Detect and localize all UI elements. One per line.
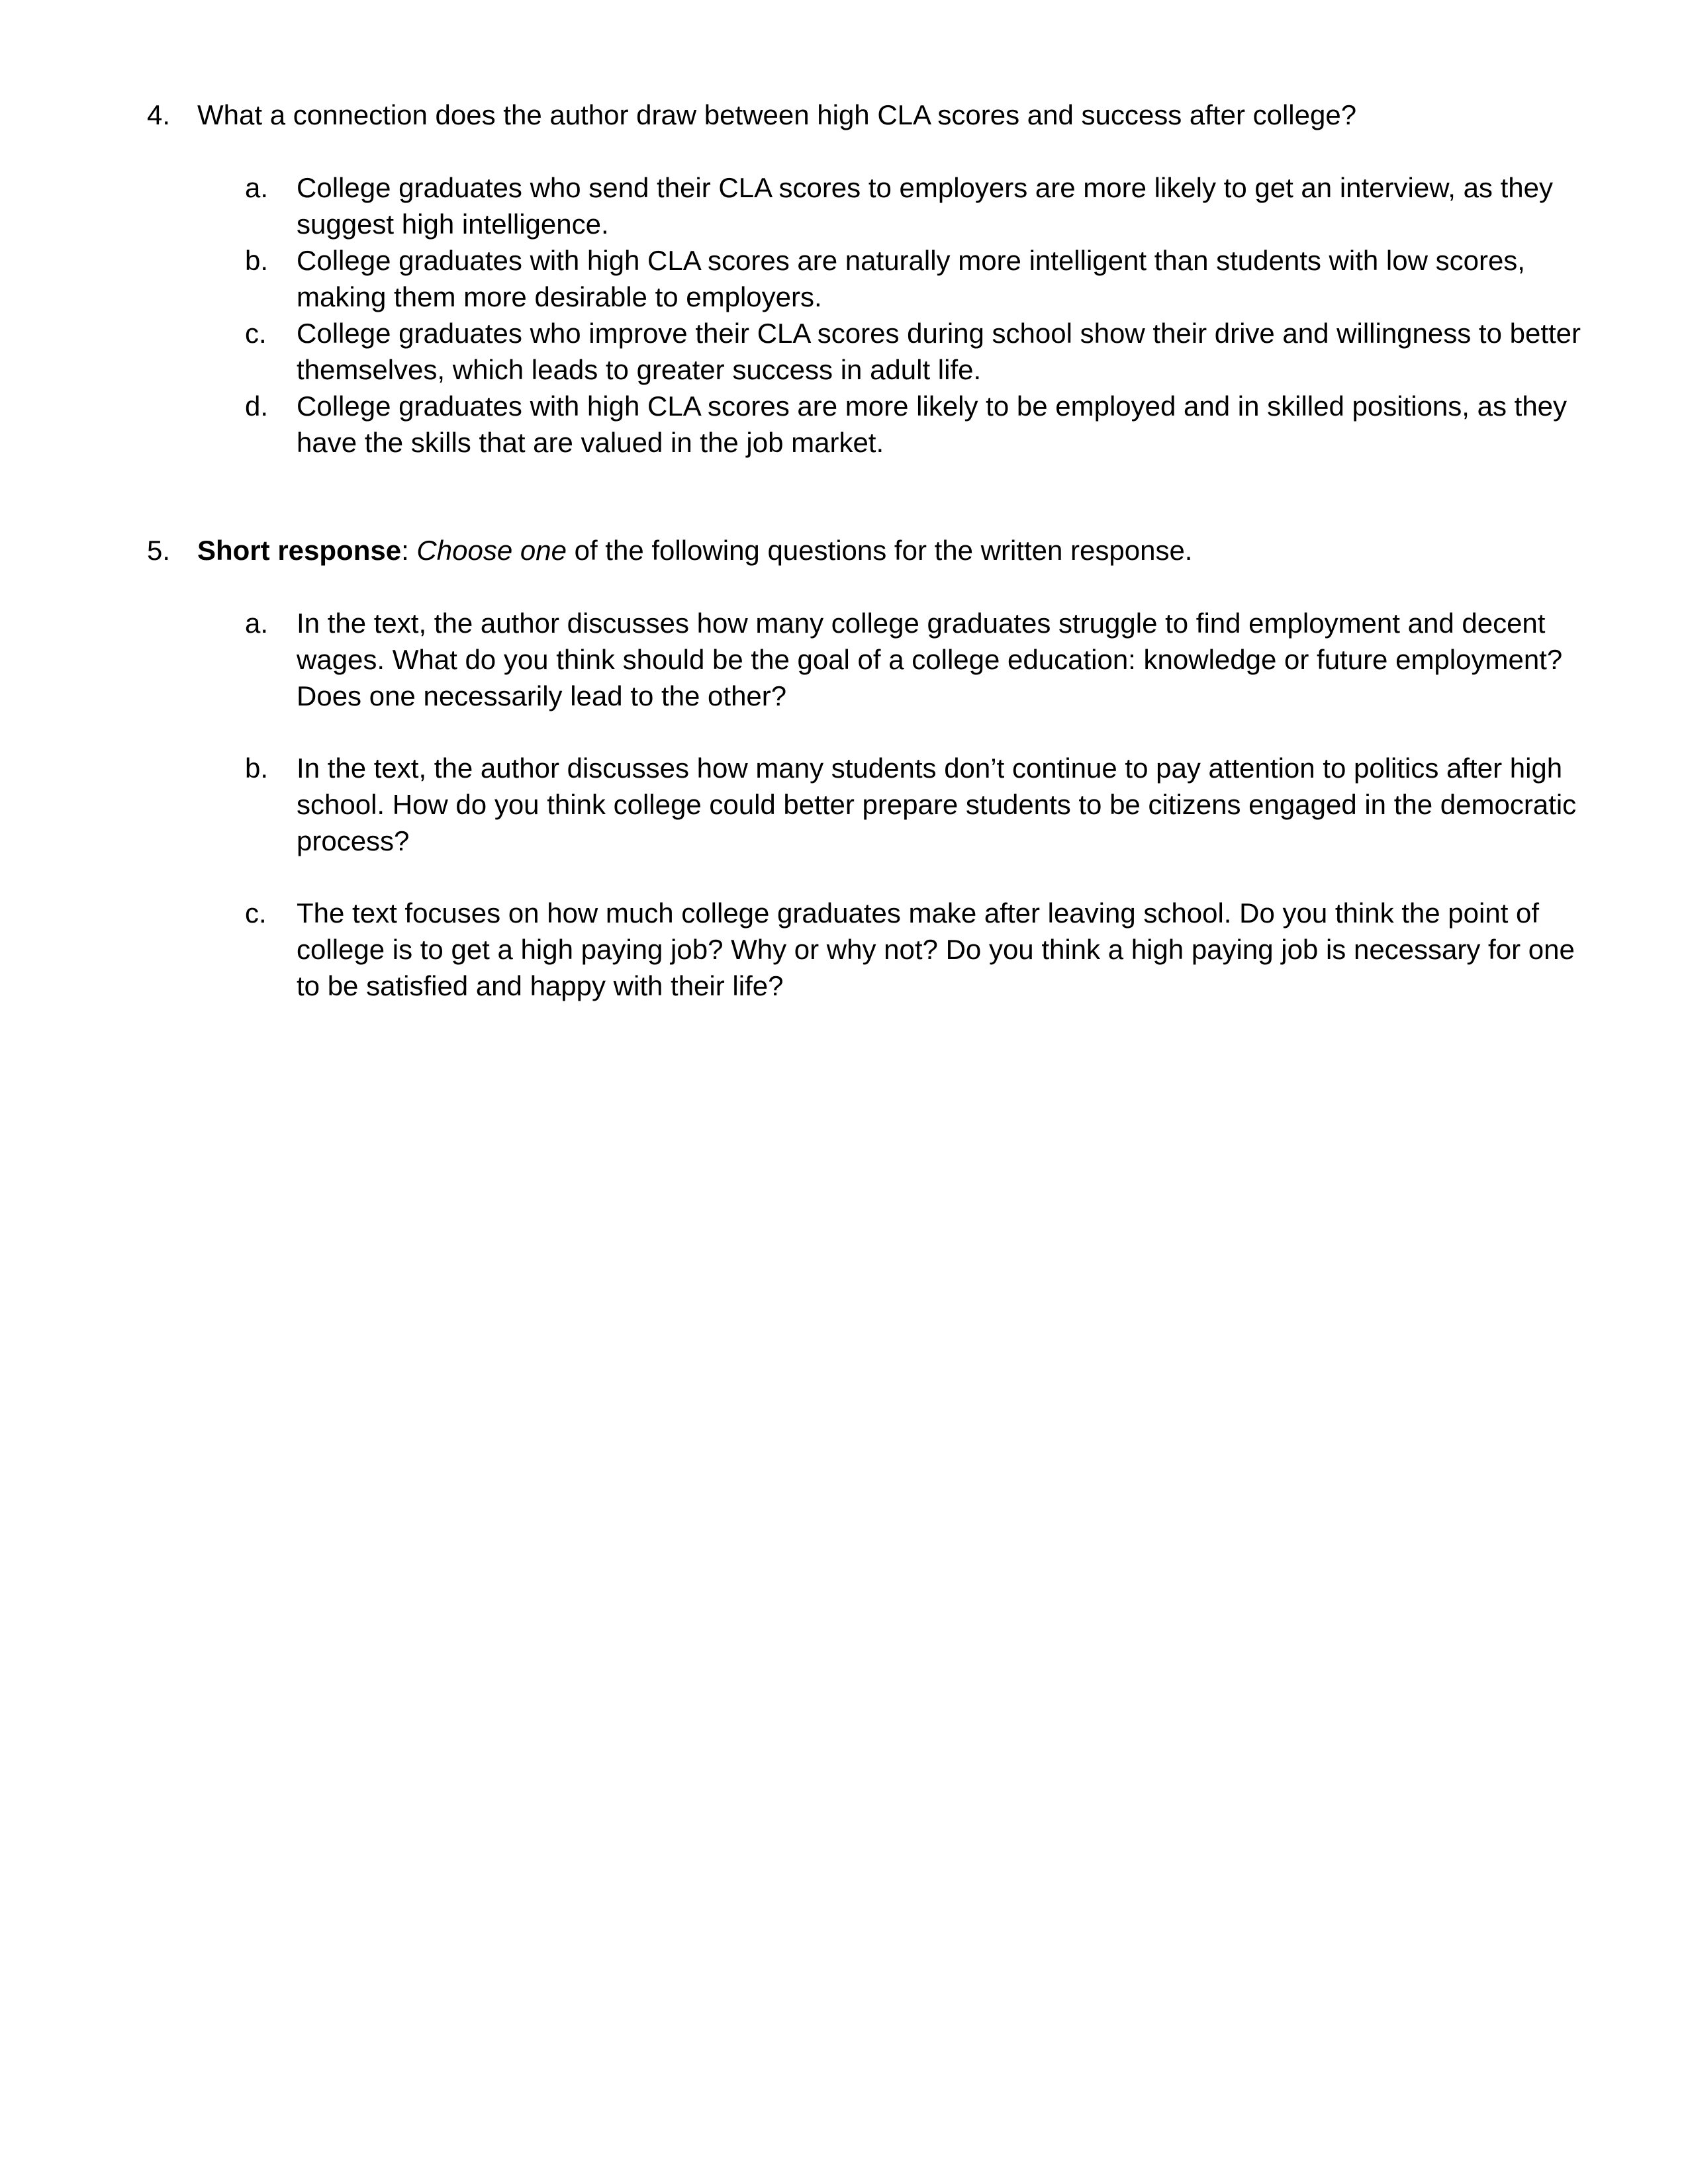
option-line: The text focuses on how much college graduates make after leaving school. Do you think the point of: [297, 897, 1540, 929]
option-line: College graduates with high CLA scores are naturally more intelligent than students with low scores,: [297, 245, 1525, 276]
option-text: [297, 169, 1574, 242]
option-letter: c.: [245, 897, 267, 929]
question-number: 5.: [147, 535, 171, 566]
label-colon: :: [401, 535, 409, 566]
option-text: [297, 605, 1574, 714]
option-line: process?: [297, 825, 410, 856]
option-text: [297, 895, 1574, 1004]
question-number: 4.: [147, 99, 171, 130]
option-line: Does one necessarily lead to the other?: [297, 680, 787, 711]
option-text: [297, 388, 1574, 461]
option-letter: d.: [245, 390, 269, 422]
option-line: In the text, the author discusses how many college graduates struggle to find employment and decent: [297, 608, 1546, 639]
option-letter: b.: [245, 752, 269, 784]
option-line: College graduates who send their CLA scores to employers are more likely to get an interview, as they: [297, 172, 1553, 203]
option-line: making them more desirable to employers.: [297, 281, 822, 312]
question-text: [197, 532, 1568, 569]
option-line: to be satisfied and happy with their life?: [297, 970, 784, 1001]
option-letter: a.: [245, 172, 269, 203]
choose-one-emphasis: Choose one: [416, 535, 567, 566]
option-line: wages. What do you think should be the goal of a college education: knowledge or future employment?: [297, 644, 1563, 675]
option-line: In the text, the author discusses how many students don’t continue to pay attention to politics after high: [297, 752, 1563, 784]
option-text: [297, 750, 1577, 859]
instruction-rest: of the following questions for the written response.: [566, 535, 1193, 566]
option-letter: b.: [245, 245, 269, 276]
option-text: [297, 242, 1574, 315]
question-text: What a connection does the author draw between high CLA scores and success after college?: [197, 99, 1357, 130]
option-line: College graduates with high CLA scores are more likely to be employed and in skilled positions, as they: [297, 390, 1568, 422]
option-line: themselves, which leads to greater success in adult life.: [297, 354, 982, 385]
option-line: have the skills that are valued in the job market.: [297, 427, 884, 458]
option-letter: c.: [245, 318, 267, 349]
option-line: suggest high intelligence.: [297, 208, 609, 240]
option-line: school. How do you think college could better prepare students to be citizens engaged in the democratic: [297, 789, 1577, 820]
option-text: [297, 315, 1581, 388]
option-letter: a.: [245, 608, 269, 639]
option-line: college is to get a high paying job? Why or why not? Do you think a high paying job is necessary for one: [297, 934, 1575, 965]
option-line: College graduates who improve their CLA scores during school show their drive and willingness to better: [297, 318, 1581, 349]
short-response-label: Short response: [197, 535, 402, 566]
